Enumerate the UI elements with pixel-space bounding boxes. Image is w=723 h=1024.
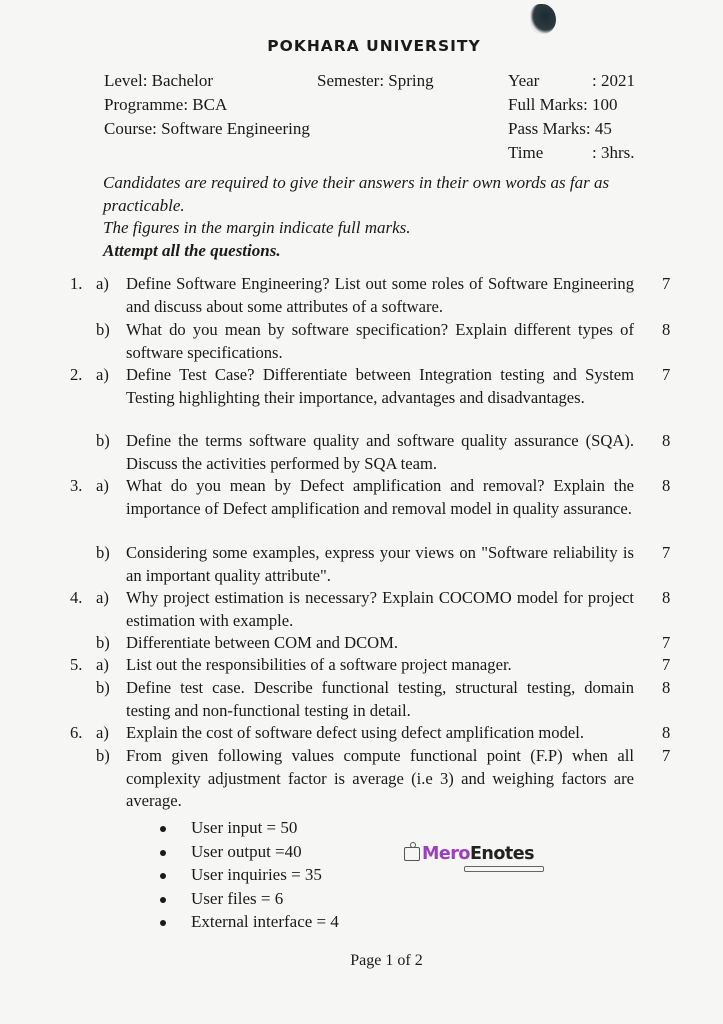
pass-marks: Pass Marks: 45 bbox=[508, 119, 612, 138]
question-marks: 7 bbox=[662, 746, 671, 765]
question-marks: 7 bbox=[662, 633, 671, 652]
question-marks: 8 bbox=[662, 320, 671, 339]
time-row bbox=[508, 141, 635, 165]
question-number: 5. bbox=[70, 655, 83, 674]
meroenotes-watermark bbox=[404, 844, 534, 864]
instruction-marks: The figures in the margin indicate full marks. bbox=[103, 218, 411, 237]
list-item bbox=[160, 887, 339, 911]
question-number: 3. bbox=[70, 476, 83, 495]
university-title: POKHARA UNIVERSITY bbox=[267, 37, 481, 55]
list-item bbox=[160, 816, 339, 840]
question-text: Differentiate between COM and DCOM. bbox=[126, 633, 399, 652]
question-number: 1. bbox=[70, 274, 83, 293]
question-part: b) bbox=[96, 320, 110, 339]
question-text: What do you mean by Defect amplification and removal? Explain the importance of Defect amplification and removal model in quality assurance. bbox=[126, 476, 634, 518]
level: Level: Bachelor bbox=[104, 71, 214, 90]
question-text: What do you mean by software specification? Explain different types of software specifications. bbox=[126, 320, 634, 362]
question-part: b) bbox=[96, 678, 110, 697]
time-value: : 3hrs. bbox=[592, 143, 635, 162]
programme: Programme: BCA bbox=[104, 95, 228, 114]
time-label: Time bbox=[508, 143, 544, 162]
question-marks: 8 bbox=[662, 476, 671, 495]
exam-meta-left bbox=[104, 69, 310, 141]
question-part: a) bbox=[96, 476, 109, 495]
question-marks: 7 bbox=[662, 543, 671, 562]
bullet-icon bbox=[160, 897, 166, 903]
year-row bbox=[508, 69, 635, 93]
question-text: List out the responsibilities of a software project manager. bbox=[126, 655, 512, 674]
page-number: Page 1 of 2 bbox=[350, 952, 423, 969]
semester: Semester: Spring bbox=[317, 71, 434, 90]
list-item-text: External interface = 4 bbox=[191, 912, 339, 931]
question-text: Define Test Case? Differentiate between Integration testing and System Testing highlighting their importance, advantages and disadvantages. bbox=[126, 365, 634, 407]
question-marks: 8 bbox=[662, 431, 671, 450]
question-text: Why project estimation is necessary? Explain COCOMO model for project estimation with example. bbox=[126, 588, 634, 630]
list-item-text: User output =40 bbox=[191, 841, 302, 861]
exam-meta-mid bbox=[317, 69, 434, 93]
instruction-words: Candidates are required to give their answers in their own words as far as practicable. bbox=[103, 173, 610, 215]
question-part: a) bbox=[96, 274, 109, 293]
instruction-attempt: Attempt all the questions. bbox=[103, 240, 281, 260]
given-values-list bbox=[160, 816, 339, 934]
list-item-text: User input = 50 bbox=[191, 818, 298, 837]
book-reader-icon bbox=[404, 847, 420, 861]
list-item-text: User inquiries = 35 bbox=[191, 865, 322, 884]
question-part: a) bbox=[96, 655, 109, 674]
question-part: b) bbox=[96, 633, 110, 652]
question-part: b) bbox=[96, 543, 110, 562]
question-text: Considering some examples, express your views on "Software reliability is an important quality attribute". bbox=[126, 543, 634, 585]
full-marks: Full Marks: 100 bbox=[508, 95, 618, 114]
question-marks: 7 bbox=[662, 655, 671, 674]
list-item-text: User files = 6 bbox=[191, 888, 284, 908]
bullet-icon bbox=[160, 920, 166, 926]
question-text: From given following values compute functional point (F.P) when all complexity adjustment factor is average (i.e 3) and weighing factors are average. bbox=[126, 746, 634, 811]
bullet-icon bbox=[160, 850, 166, 856]
course: Course: Software Engineering bbox=[104, 119, 310, 138]
bullet-icon bbox=[160, 826, 166, 832]
exam-meta-right bbox=[508, 69, 635, 165]
question-text: Explain the cost of software defect using defect amplification model. bbox=[126, 723, 585, 742]
list-item bbox=[160, 910, 339, 934]
question-number: 6. bbox=[70, 723, 83, 742]
question-text: Define the terms software quality and software quality assurance (SQA). Discuss the activities performed by SQA team. bbox=[126, 431, 634, 473]
year-value: : 2021 bbox=[592, 71, 635, 90]
watermark-part2: Enotes bbox=[469, 844, 535, 864]
bullet-icon bbox=[160, 873, 166, 879]
question-part: a) bbox=[96, 365, 109, 384]
question-part: b) bbox=[96, 431, 110, 450]
question-marks: 8 bbox=[662, 723, 671, 742]
question-marks: 8 bbox=[662, 678, 671, 697]
year-label: Year bbox=[508, 71, 540, 90]
question-part: b) bbox=[96, 746, 110, 765]
question-text: Define test case. Describe functional testing, structural testing, domain testing and non-functional testing in detail. bbox=[126, 678, 634, 720]
question-part: a) bbox=[96, 588, 109, 607]
scan-smudge bbox=[530, 4, 556, 34]
question-part: a) bbox=[96, 723, 109, 742]
question-number: 4. bbox=[70, 588, 83, 607]
watermark-part1: Mero bbox=[422, 844, 470, 864]
question-number: 2. bbox=[70, 365, 83, 384]
list-item bbox=[160, 863, 339, 887]
pen-icon bbox=[464, 866, 544, 872]
question-text: Define Software Engineering? List out some roles of Software Engineering and discuss about some attributes of a software. bbox=[126, 274, 634, 316]
question-marks: 7 bbox=[662, 365, 671, 384]
list-item bbox=[160, 840, 339, 864]
question-marks: 7 bbox=[662, 274, 671, 293]
instructions bbox=[103, 172, 648, 262]
question-marks: 8 bbox=[662, 588, 671, 607]
